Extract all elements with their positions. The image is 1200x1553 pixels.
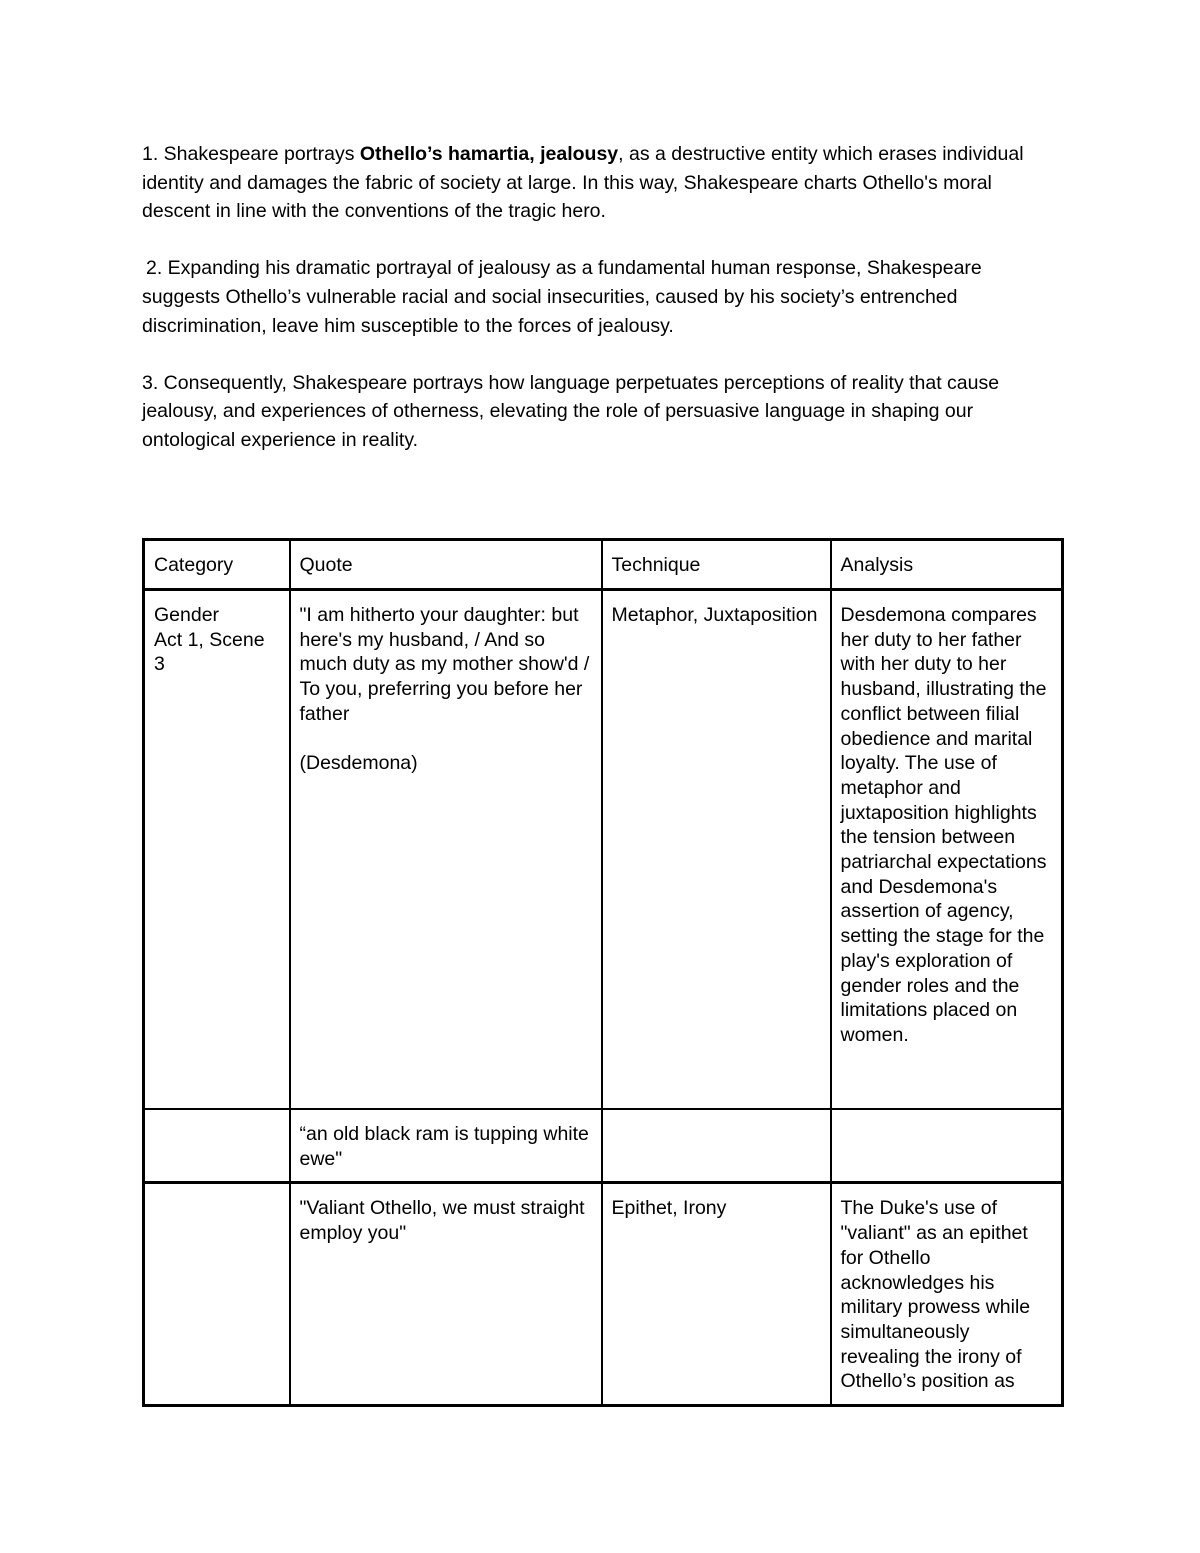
table-row [144, 1109, 1063, 1183]
cell-quote [290, 590, 602, 1110]
header-technique: Technique [602, 540, 831, 590]
header-category: Category [144, 540, 290, 590]
thesis-point-3: 3. Consequently, Shakespeare portrays how language perpetuates perceptions of reality that cause jealousy, and experiences of otherness, elevating the role of persuasive language in shaping our ontological experience in reality. [142, 371, 1000, 451]
cell-quote: “an old black ram is tupping white ewe" [290, 1109, 602, 1183]
cell-quote: "Valiant Othello, we must straight employ you" [290, 1183, 602, 1406]
cell-technique [602, 1109, 831, 1183]
cell-analysis: The Duke's use of "valiant" as an epithet for Othello acknowledges his military prowess while simultaneously revealing the irony of Othello’s position as [831, 1183, 1063, 1406]
table-header-row [144, 540, 1063, 590]
quote-speaker: (Desdemona) [299, 752, 418, 775]
cell-category [144, 590, 290, 1110]
category-theme: Gender [154, 604, 220, 626]
thesis-point-1-bold: Othello’s hamartia, jealousy [359, 143, 619, 165]
thesis-point-2: 2. Expanding his dramatic portrayal of jealousy as a fundamental human response, Shakespeare suggests Othello’s vulnerable racial and social insecurities, caused by his society’s entrenched discrimination, leave him susceptible to the forces of jealousy. [142, 257, 982, 337]
cell-technique: Metaphor, Juxtaposition [602, 590, 831, 1110]
cell-category [144, 1109, 290, 1183]
cell-category [144, 1183, 290, 1406]
thesis-point-1-before: 1. Shakespeare portrays [142, 143, 360, 165]
thesis-point-1 [142, 140, 1052, 226]
cell-technique: Epithet, Irony [602, 1183, 831, 1406]
cell-analysis [831, 1109, 1063, 1183]
table-row [144, 1183, 1063, 1406]
quote-text: "I am hitherto your daughter: but here's my husband, / And so much duty as my mother show'd / To you, preferring you before her father [299, 604, 590, 725]
analysis-table [142, 538, 1064, 1407]
thesis-point-1-after: , as a destructive entity which erases individual identity and damages the fabric of society at large. In this way, Shakespeare charts Othello's moral descent in line with the conventions of the tragic hero. [142, 143, 1024, 223]
header-analysis: Analysis [831, 540, 1063, 590]
cell-analysis: Desdemona compares her duty to her father with her duty to her husband, illustrating the conflict between filial obedience and marital loyalty. The use of metaphor and juxtaposition highlights the tension between patriarchal expectations and Desdemona's assertion of agency, setting the stage for the play's exploration of gender roles and the limitations placed on women. [831, 590, 1063, 1110]
table-row [144, 590, 1063, 1110]
category-scene: Act 1, Scene 3 [154, 628, 265, 676]
header-quote: Quote [290, 540, 602, 590]
thesis-points [142, 140, 1052, 483]
